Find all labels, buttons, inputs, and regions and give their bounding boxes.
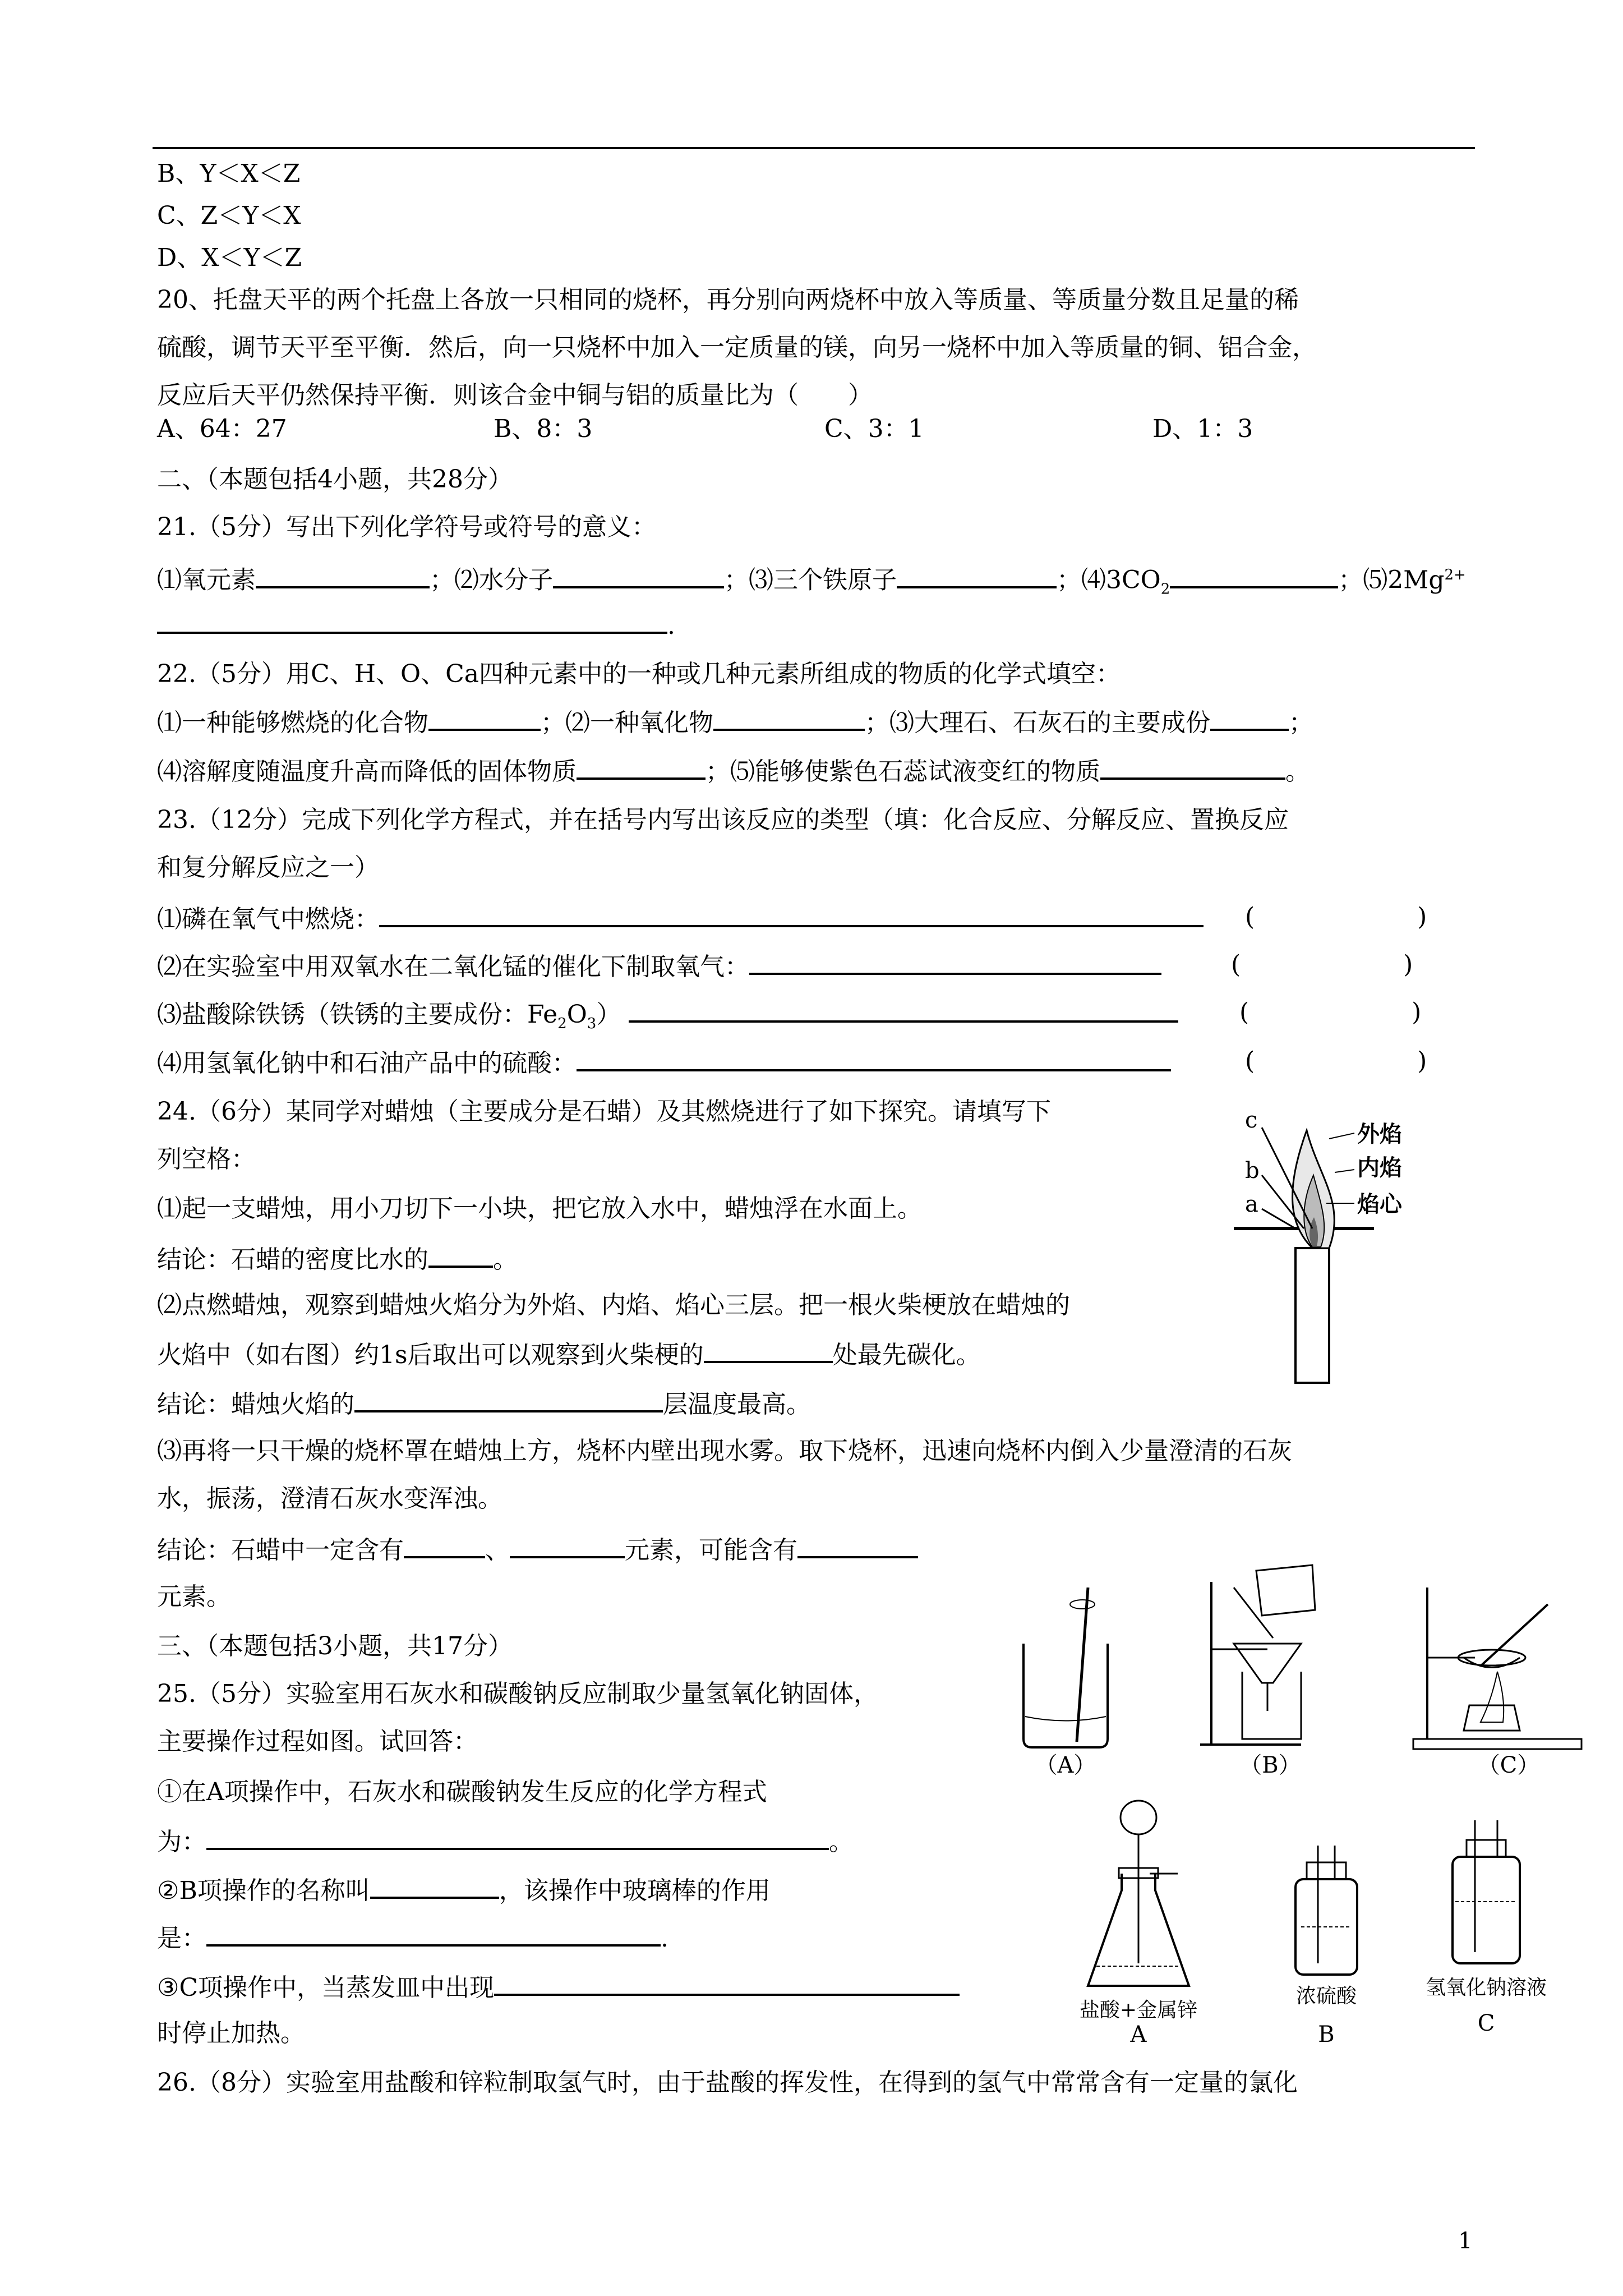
q24-conclusion-1: 结论：石蜡的密度比水的 。 <box>157 1241 518 1277</box>
q20-option-d: D、1：3 <box>1152 415 1253 443</box>
choice-b: B、Y＜X＜Z <box>157 159 301 188</box>
gas-apparatus-drawing <box>1054 1795 1587 2059</box>
q25-stem-2: 主要操作过程如图。试回答： <box>157 1727 478 1756</box>
q25-item-3a: ③C项操作中，当蒸发皿中出现 <box>157 1969 960 2005</box>
q24-conclusion-2: 结论：蜡烛火焰的 层温度最高。 <box>157 1386 811 1421</box>
q24-stem-1: 24.（6分）某同学对蜡烛（主要成分是石蜡）及其燃烧进行了如下探究。请填写下 <box>157 1097 1051 1126</box>
section-3-heading: 三、（本题包括3小题，共17分） <box>157 1632 513 1660</box>
page-number: 1 <box>1458 2228 1473 2254</box>
bottle-c-letter: C <box>1477 2010 1495 2036</box>
q22-part-4: ⑷溶解度随温度升高而降低的固体物质 <box>157 757 577 786</box>
q22-stem: 22.（5分）用C、H、O、Ca四种元素中的一种或几种元素所组成的物质的化学式填空： <box>157 660 1121 688</box>
q20-options <box>157 412 1253 446</box>
q23-paren-3: ( ) <box>1239 998 1422 1027</box>
op-label-b: （B） <box>1239 1752 1301 1778</box>
q23-item-4-text: ⑷用氢氧化钠中和石油产品中的硫酸： <box>157 1049 577 1078</box>
bottle-b <box>1295 1846 1357 1975</box>
q20-line-2: 硫酸，调节天平至平衡．然后，向一只烧杯中加入一定质量的镁，向另一烧杯中加入等质量的铜、铝合金， <box>157 333 1317 362</box>
q24-step-1: ⑴起一支蜡烛，用小刀切下一小块，把它放入水中，蜡烛浮在水面上。 <box>157 1194 922 1223</box>
bottle-b-letter: B <box>1318 2022 1335 2047</box>
q22-blank-3 <box>1210 704 1289 731</box>
q20-option-c: C、3：1 <box>824 415 924 443</box>
q21-mg-superscript: 2+ <box>1444 567 1466 583</box>
operations-figure <box>1009 1537 1593 1784</box>
q23-item-3-close: ） <box>596 1000 621 1029</box>
flask-a <box>1088 1801 1189 1986</box>
q23-item-2 <box>157 948 1161 984</box>
q23-fe-subscript: 2 <box>557 1015 567 1032</box>
q22-part-2: ；⑵一种氧化物 <box>541 708 713 737</box>
q22-part-1: ⑴一种能够燃烧的化合物 <box>157 708 428 737</box>
q25-item-3b: 时停止加热。 <box>157 2019 305 2047</box>
q21-part-5: ；⑸2Mg <box>1338 565 1445 595</box>
q24-blank-4 <box>404 1531 485 1558</box>
op-label-c: （C） <box>1477 1752 1540 1778</box>
q25-item-2a: ②B项操作的名称叫 ，该操作中玻璃棒的作用 <box>157 1872 771 1908</box>
q22-part-5: ；⑸能够使紫色石蕊试液变红的物质 <box>706 757 1100 786</box>
q23-item-1-text: ⑴磷在氧气中燃烧： <box>157 905 379 933</box>
q22-blank-5 <box>1100 753 1285 780</box>
q24-blank-2 <box>704 1336 833 1363</box>
q24-stem-2: 列空格： <box>157 1145 256 1174</box>
q21-blank-5 <box>157 607 667 634</box>
q23-stem-1: 23.（12分）完成下列化学方程式，并在括号内写出该反应的类型（填：化合反应、分解反应、置换反应 <box>157 806 1289 834</box>
q24-blank-6 <box>797 1531 918 1558</box>
q24-step-2b: 火焰中（如右图）约1s后取出可以观察到火柴梗的 处最先碳化。 <box>157 1336 981 1372</box>
q25-blank-4 <box>494 1969 960 1996</box>
q20-option-a: A、64：27 <box>157 415 287 443</box>
q25-blank-2 <box>370 1872 499 1899</box>
q25-item-1b: 为： 。 <box>157 1823 854 1859</box>
flask-a-letter: A <box>1130 2022 1147 2047</box>
q25-stem-1: 25.（5分）实验室用石灰水和碳酸钠反应制取少量氢氧化钠固体， <box>157 1680 878 1708</box>
q24-step-3a: ⑶再将一只干燥的烧杯罩在蜡烛上方，烧杯内壁出现水雾。取下烧杯，迅速向烧杯内倒入少量澄清的石灰 <box>157 1437 1292 1465</box>
q25-item-1a: ①在A项操作中，石灰水和碳酸钠发生反应的化学方程式 <box>157 1778 767 1806</box>
q21-part-2: ；⑵水分子 <box>430 565 553 595</box>
q21-end: . <box>667 611 675 640</box>
q23-blank-3 <box>629 996 1178 1023</box>
q22-blank-4 <box>577 753 706 780</box>
q22-line-1 <box>157 704 1313 740</box>
q24-blank-1 <box>428 1241 493 1268</box>
q23-item-4 <box>157 1045 1171 1080</box>
section-2-heading: 二、（本题包括4小题，共28分） <box>157 465 513 494</box>
label-a: a <box>1245 1191 1258 1217</box>
header-rule <box>153 147 1475 149</box>
label-inner-flame: 内焰 <box>1357 1154 1402 1181</box>
q24-conclusion-3: 结论：石蜡中一定含有 、 元素，可能含有 <box>157 1531 918 1567</box>
q22-part-3: ；⑶大理石、石灰石的主要成份 <box>865 708 1210 737</box>
q22-end-1: ； <box>1289 708 1313 737</box>
q22-blank-1 <box>428 704 541 731</box>
q23-item-1 <box>157 900 1204 936</box>
operations-drawing <box>1009 1537 1593 1784</box>
q21-part-3: ；⑶三个铁原子 <box>724 565 897 595</box>
candle-flame-figure <box>1223 1108 1458 1400</box>
q22-line-2 <box>157 753 1310 789</box>
q21-blank-2 <box>553 562 724 588</box>
flask-a-label: 盐酸+金属锌 <box>1079 1999 1198 2022</box>
q25-blank-3 <box>206 1920 661 1947</box>
q23-blank-1 <box>379 900 1204 927</box>
label-flame-core: 焰心 <box>1357 1191 1402 1217</box>
q23-fe-o: O <box>566 1000 587 1029</box>
evaporation-setup <box>1413 1588 1581 1749</box>
label-outer-flame: 外焰 <box>1357 1121 1402 1147</box>
label-b: b <box>1245 1158 1260 1184</box>
q23-paren-4: ( ) <box>1245 1047 1427 1075</box>
choice-d: D、X＜Y＜Z <box>157 243 302 272</box>
op-label-a: （A） <box>1035 1752 1096 1778</box>
q21-blank-1 <box>256 562 430 588</box>
bottle-b-label: 浓硫酸 <box>1295 1985 1357 2008</box>
candle-flame-drawing <box>1223 1108 1458 1400</box>
q21-blanks <box>157 558 1466 606</box>
q23-stem-2: 和复分解反应之一） <box>157 853 379 882</box>
q22-end-2: 。 <box>1285 757 1310 786</box>
q21-blank-3 <box>897 562 1057 588</box>
label-c: c <box>1245 1107 1258 1133</box>
q21-stem: 21.（5分）写出下列化学符号或符号的意义： <box>157 513 656 541</box>
q24-blank-3 <box>354 1386 663 1412</box>
q23-item-2-text: ⑵在实验室中用双氧水在二氧化锰的催化下制取氧气： <box>157 953 749 981</box>
q21-blank-4 <box>1170 562 1338 588</box>
q21-part-4: ；⑷3CO <box>1057 565 1161 595</box>
q21-part-1: ⑴氧元素 <box>157 565 256 595</box>
q23-paren-2: ( ) <box>1231 950 1413 979</box>
q24-step-3b: 水，振荡，澄清石灰水变浑浊。 <box>157 1484 502 1513</box>
q20-option-b: B、8：3 <box>494 415 593 443</box>
q25-item-2b: 是： . <box>157 1920 668 1955</box>
q23-blank-2 <box>749 948 1161 975</box>
choice-c: C、Z＜Y＜X <box>157 201 301 230</box>
q20-line-3: 反应后天平仍然保持平衡．则该合金中铜与铝的质量比为（ ） <box>157 381 873 409</box>
q23-paren-1: ( ) <box>1245 903 1427 931</box>
q20-line-1: 20、托盘天平的两个托盘上各放一只相同的烧杯，再分别向两烧杯中放入等质量、等质量分数且足量的稀 <box>157 286 1299 314</box>
q21-blank-5-line <box>157 607 675 643</box>
q24-blank-5 <box>510 1531 625 1558</box>
q23-o-subscript: 3 <box>587 1015 597 1032</box>
bottle-c-label: 氢氧化钠溶液 <box>1425 1976 1547 1999</box>
gas-apparatus-figure <box>1054 1795 1587 2059</box>
q22-blank-2 <box>713 704 865 731</box>
q23-blank-4 <box>577 1045 1171 1071</box>
q23-item-3 <box>157 996 1178 1041</box>
q25-blank-1 <box>206 1823 829 1850</box>
q21-co2-subscript: 2 <box>1160 581 1170 598</box>
q23-item-3-text: ⑶盐酸除铁锈（铁锈的主要成份：Fe <box>157 1000 558 1029</box>
q24-step-2a: ⑵点燃蜡烛，观察到蜡烛火焰分为外焰、内焰、焰心三层。把一根火柴梗放在蜡烛的 <box>157 1291 1070 1319</box>
q26-stem: 26.（8分）实验室用盐酸和锌粒制取氢气时，由于盐酸的挥发性，在得到的氢气中常常含有一定量的氯化 <box>157 2068 1298 2097</box>
bottle-c <box>1453 1820 1520 1963</box>
candle-body <box>1295 1248 1329 1383</box>
filtration-setup <box>1200 1565 1315 1745</box>
beaker-with-rod <box>1023 1588 1108 1747</box>
q24-conclusion-3-end: 元素。 <box>157 1582 231 1611</box>
